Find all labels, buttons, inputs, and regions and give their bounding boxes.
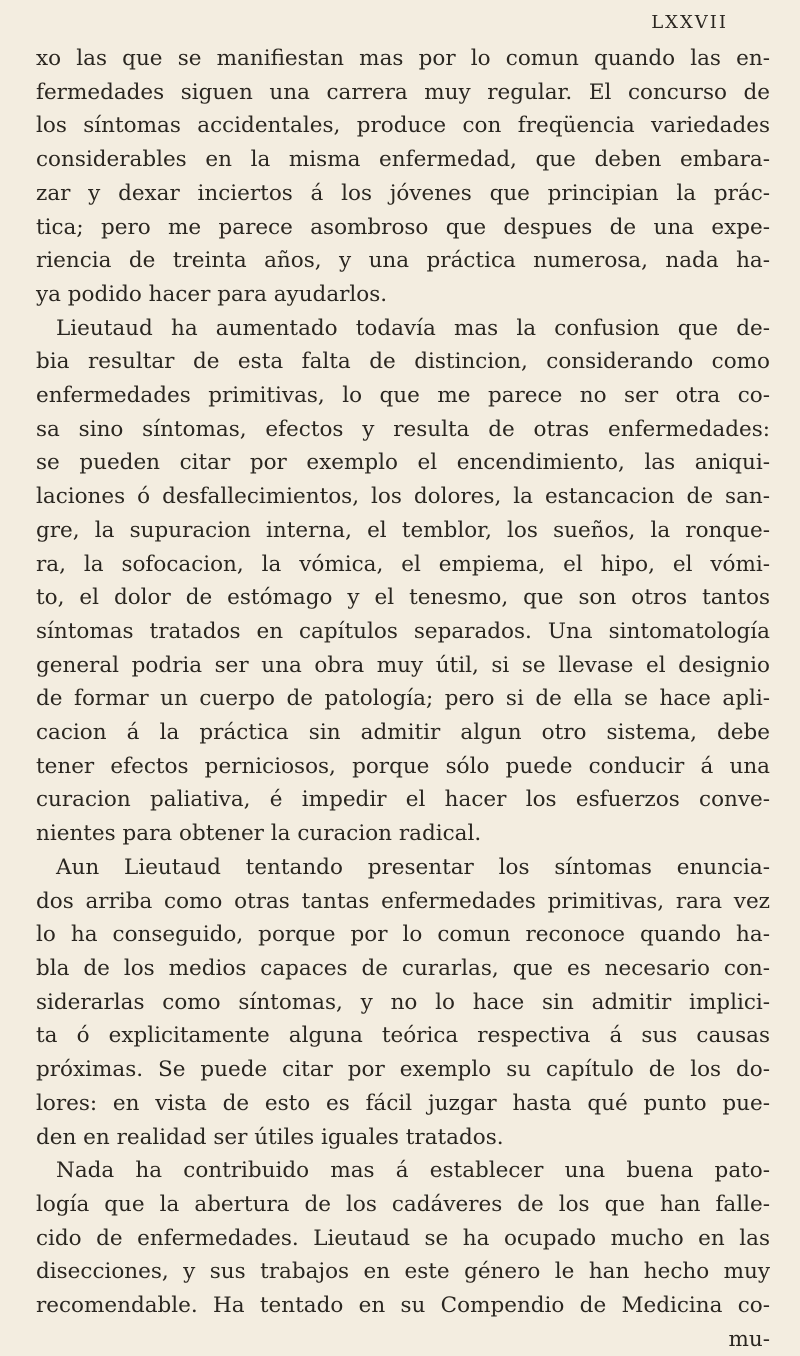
text-line: recomendable. Ha tentado en su Compendio de Medicina co-: [36, 1293, 770, 1319]
text-line: cido de enfermedades. Lieutaud se ha ocupado mucho en las: [36, 1225, 770, 1251]
text-line: lo ha conseguido, porque por lo comun reconoce quando ha-: [36, 922, 770, 948]
body-text: [36, 42, 770, 1356]
text-line: ra, la sofocacion, la vómica, el empiema, el hipo, el vómi-: [36, 551, 770, 577]
text-line: bia resultar de esta falta de distincion, considerando como: [36, 349, 770, 375]
text-line: siderarlas como síntomas, y no lo hace sin admitir implici-: [36, 989, 770, 1015]
text-line: den en realidad ser útiles iguales tratados.: [36, 1124, 504, 1150]
text-line: Lieutaud ha aumentado todavía mas la confusion que de-: [56, 315, 770, 341]
text-line: dos arriba como otras tantas enfermedades primitivas, rara vez: [36, 888, 770, 914]
text-line: sa sino síntomas, efectos y resulta de otras enfermedades:: [36, 416, 770, 442]
text-line: se pueden citar por exemplo el encendimiento, las aniqui-: [36, 450, 770, 476]
text-line: nientes para obtener la curacion radical.: [36, 821, 482, 847]
text-line: bla de los medios capaces de curarlas, que es necesario con-: [36, 955, 770, 981]
text-line: cacion á la práctica sin admitir algun otro sistema, debe: [36, 720, 770, 746]
text-line: los síntomas accidentales, produce con freqüencia variedades: [36, 113, 770, 139]
text-line: lores: en vista de esto es fácil juzgar hasta qué punto pue-: [36, 1090, 770, 1116]
text-line: mu-: [728, 1326, 770, 1352]
text-line: de formar un cuerpo de patología; pero si de ella se hace apli-: [36, 686, 770, 712]
text-line: curacion paliativa, é impedir el hacer los esfuerzos conve-: [36, 787, 770, 813]
text-line: laciones ó desfallecimientos, los dolores, la estancacion de san-: [36, 484, 770, 510]
text-line: tica; pero me parece asombroso que despues de una expe-: [36, 214, 770, 240]
text-line: gre, la supuracion interna, el temblor, los sueños, la ronque-: [36, 517, 770, 543]
text-line: ta ó explicitamente alguna teórica respectiva á sus causas: [36, 1023, 770, 1049]
text-line: próximas. Se puede citar por exemplo su capítulo de los do-: [36, 1057, 770, 1083]
text-line: riencia de treinta años, y una práctica numerosa, nada ha-: [36, 248, 770, 274]
text-line: Nada ha contribuido mas á establecer una buena pato-: [56, 1158, 770, 1184]
text-line: síntomas tratados en capítulos separados. Una sintomatología: [36, 618, 770, 644]
text-line: general podria ser una obra muy útil, si se llevase el designio: [36, 652, 770, 678]
text-line: considerables en la misma enfermedad, que deben embara-: [36, 147, 770, 173]
page-number: LXXVII: [651, 12, 728, 33]
text-line: tener efectos perniciosos, porque sólo puede conducir á una: [36, 753, 770, 779]
text-line: Aun Lieutaud tentando presentar los síntomas enuncia-: [56, 854, 770, 880]
text-line: xo las que se manifiestan mas por lo comun quando las en-: [36, 46, 770, 71]
text-line: ya podido hacer para ayudarlos.: [36, 281, 388, 307]
text-line: zar y dexar inciertos á los jóvenes que principian la prác-: [36, 180, 770, 206]
text-line: disecciones, y sus trabajos en este género le han hecho muy: [36, 1259, 770, 1285]
text-line: logía que la abertura de los cadáveres de los que han falle-: [36, 1191, 770, 1217]
text-line: fermedades siguen una carrera muy regular. El concurso de: [36, 79, 770, 105]
text-line: to, el dolor de estómago y el tenesmo, que son otros tantos: [36, 585, 770, 611]
text-line: enfermedades primitivas, lo que me parece no ser otra co-: [36, 383, 770, 409]
